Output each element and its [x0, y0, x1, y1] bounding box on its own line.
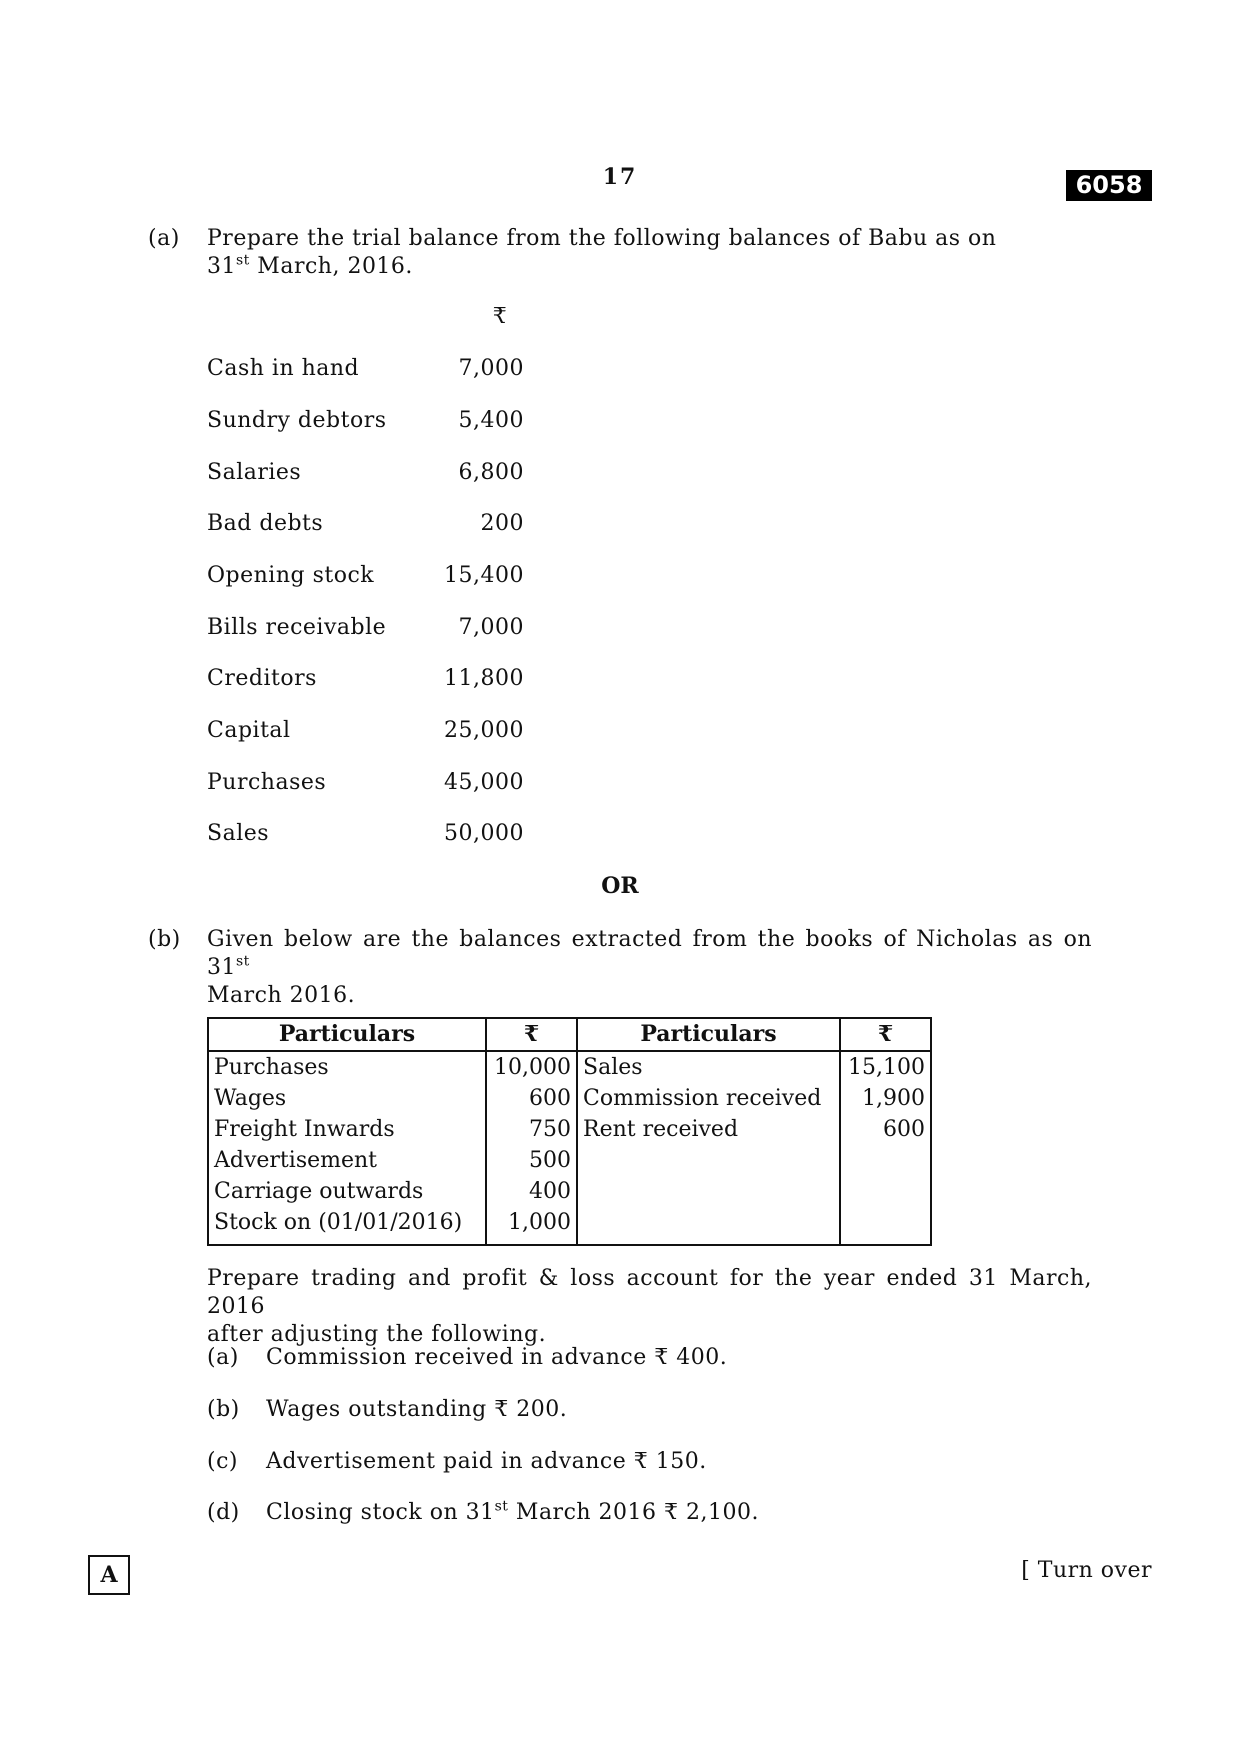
balance-amount: 45,000 [444, 770, 524, 795]
table-header-row [208, 1018, 931, 1051]
adjustment-text [266, 1499, 759, 1527]
table-cell: 1,900 [840, 1083, 931, 1114]
turn-over-note: [ Turn over [1021, 1558, 1152, 1583]
table-cell: Carriage outwards [208, 1176, 486, 1207]
column-header: Particulars [208, 1018, 486, 1051]
balance-amount: 200 [480, 511, 524, 536]
table-cell: 1,000 [486, 1207, 577, 1245]
balance-name: Sales [207, 821, 270, 846]
part-a-question-date-rest: March, 2016. [249, 254, 413, 279]
set-letter-box: A [88, 1555, 130, 1595]
balance-name: Bills receivable [207, 615, 387, 640]
balance-amount: 7,000 [458, 615, 524, 640]
balance-amount: 15,400 [444, 563, 524, 588]
part-a-question-date: 31 [207, 254, 236, 279]
table-cell: Rent received [577, 1114, 840, 1145]
table-cell [840, 1145, 931, 1176]
or-separator: OR [601, 873, 639, 899]
part-a-question [207, 225, 1092, 281]
balance-name: Purchases [207, 770, 327, 795]
adjustment-text-post: March 2016 ₹ 2,100. [508, 1500, 760, 1525]
balance-name: Creditors [207, 666, 317, 691]
balance-name: Sundry debtors [207, 408, 387, 433]
balance-amount: 5,400 [458, 408, 524, 433]
balance-amount: 11,800 [444, 666, 524, 691]
instruction-line: after adjusting the following. [207, 1322, 547, 1347]
table-cell: 10,000 [486, 1051, 577, 1083]
part-a-question-main: Prepare the trial balance from the following balances of Babu as on [207, 226, 997, 251]
table-cell: Sales [577, 1051, 840, 1083]
table-row [208, 1145, 931, 1176]
superscript: st [494, 1498, 509, 1515]
table-cell [577, 1176, 840, 1207]
table-cell: Commission received [577, 1083, 840, 1114]
part-b-intro [207, 926, 1092, 1010]
table-cell [577, 1207, 840, 1245]
balance-amount: 6,800 [458, 460, 524, 485]
adjustment-text: Commission received in advance ₹ 400. [266, 1345, 728, 1370]
adjustment-label: (d) [207, 1500, 240, 1525]
part-a-label: (a) [148, 226, 180, 251]
page-number: 17 [602, 164, 638, 190]
table-cell: 500 [486, 1145, 577, 1176]
part-b-label: (b) [148, 927, 181, 952]
balance-name: Bad debts [207, 511, 324, 536]
balance-name: Capital [207, 718, 291, 743]
adjustment-label: (a) [207, 1345, 239, 1370]
table-cell [577, 1145, 840, 1176]
currency-header: ₹ [492, 304, 508, 329]
instruction-line: Prepare trading and profit & loss account for the year ended 31 March, 2016 [207, 1266, 1092, 1319]
part-b-intro-rest: March 2016. [207, 983, 356, 1008]
paper-code-badge: 6058 [1066, 170, 1152, 201]
table-cell: Freight Inwards [208, 1114, 486, 1145]
adjustment-label: (b) [207, 1397, 240, 1422]
table-cell: Stock on (01/01/2016) [208, 1207, 486, 1245]
balance-amount: 7,000 [458, 356, 524, 381]
column-header: ₹ [486, 1018, 577, 1051]
table-row [208, 1114, 931, 1145]
balance-name: Salaries [207, 460, 302, 485]
table-cell: Purchases [208, 1051, 486, 1083]
table-cell: Advertisement [208, 1145, 486, 1176]
table-cell: 750 [486, 1114, 577, 1145]
table-cell: 15,100 [840, 1051, 931, 1083]
balances-table [207, 1017, 932, 1246]
table-row [208, 1207, 931, 1245]
superscript: st [236, 953, 250, 970]
table-cell: 600 [486, 1083, 577, 1114]
superscript: st [236, 252, 250, 269]
column-header: Particulars [577, 1018, 840, 1051]
part-b-instruction [207, 1265, 1092, 1349]
table-cell: 400 [486, 1176, 577, 1207]
table-row [208, 1083, 931, 1114]
adjustment-text: Advertisement paid in advance ₹ 150. [266, 1449, 707, 1474]
table-cell: Wages [208, 1083, 486, 1114]
balance-amount: 25,000 [444, 718, 524, 743]
adjustment-label: (c) [207, 1449, 238, 1474]
table-cell [840, 1207, 931, 1245]
table-cell: 600 [840, 1114, 931, 1145]
adjustment-text: Wages outstanding ₹ 200. [266, 1397, 568, 1422]
balance-amount: 50,000 [444, 821, 524, 846]
table-row [208, 1051, 931, 1083]
part-b-intro-main: Given below are the balances extracted from the books of Nicholas as on 31 [207, 927, 1092, 980]
balance-name: Opening stock [207, 563, 375, 588]
table-cell [840, 1176, 931, 1207]
table-row [208, 1176, 931, 1207]
balance-name: Cash in hand [207, 356, 360, 381]
adjustment-text-pre: Closing stock on 31 [266, 1500, 495, 1525]
column-header: ₹ [840, 1018, 931, 1051]
